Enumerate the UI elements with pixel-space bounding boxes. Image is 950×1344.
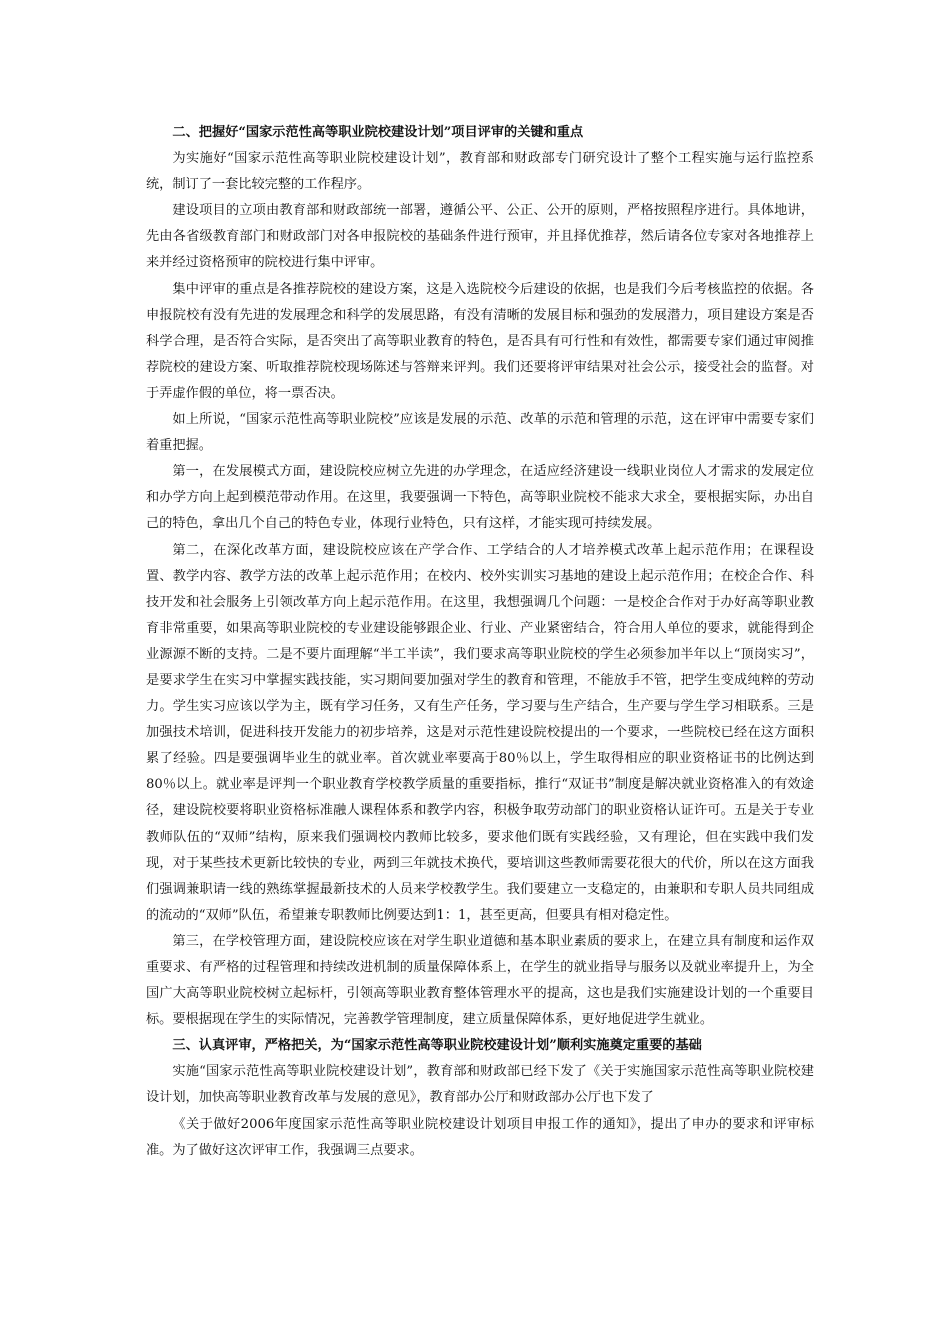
paragraph-third-management: 第三，在学校管理方面，建设院校应该在对学生职业道德和基本职业素质的要求上，在建立具有制度和运作双重要求、有严格的过程管理和持续改进机制的质量保障体系上，在学生的就业指导与服务以及就业率提升上，为全国广大高等职业院校树立起标杆，引领高等职业教育整体管理水平的提高，这也是我们实施建设计划的一个重要目标。要根据现在学生的实际情况，完善教学管理制度，建立质量保障体系，更好地促进学生就业。 (146, 933, 814, 1028)
section-3-heading: 三、认真评审，严格把关，为“国家示范性高等职业院校建设计划”顺利实施奠定重要的基础 (172, 1038, 702, 1054)
section-2-heading: 二、把握好“国家示范性高等职业院校建设计划”项目评审的关键和重点 (172, 125, 584, 140)
paragraph-project-approval: 建设项目的立项由教育部和财政部统一部署，遵循公平、公正、公开的原则，严格按照程序进行。具体地讲，先由各省级教育部门和财政部门对各申报院校的基础条件进行预审，并且择优推荐，然后请各位专家对各地推荐上来并经过资格预审的院校进行集中评审。 (146, 203, 814, 271)
paragraph-notice: 《关于做好2006年度国家示范性高等职业院校建设计划项目申报工作的通知》，提出了申办的要求和评审标准。为了做好这次评审工作，我强调三点要求。 (146, 1116, 814, 1158)
paragraph-second-reform: 第二，在深化改革方面，建设院校应该在产学合作、工学结合的人才培养模式改革上起示范作用；在课程设置、教学内容、教学方法的改革上起示范作用；在校内、校外实训实习基地的建设上起示范作用；在校企合作、科技开发和社会服务上引领改革方向上起示范作用。在这里，我想强调几个问题：一是校企合作对于办好高等职业教育非常重要，如果高等职业院校的专业建设能够跟企业、行业、产业紧密结合，符合用人单位的要求，就能得到企业源源不断的支持。二是不要片面理解“半工半读”，我们要求高等职业院校的学生必须参加半年以上“顶岗实习”，是要求学生在实习中掌握实践技能，实习期间要加强对学生的教育和管理，不能放手不管，把学生变成纯粹的劳动力。学生实习应该以学为主，既有学习任务，又有生产任务，学习要与生产结合，生产要与学生学习相联系。三是加强技术培训，促进科技开发能力的初步培养，这是对示范性建设院校提出的一个要求，一些院校已经在这方面积累了经验。四是要强调毕业生的就业率。首次就业率要高于80％以上，学生取得相应的职业资格证书的比例达到80％以上。就业率是评判一个职业教育学校教学质量的重要指标，推行“双证书”制度是解决就业资格准入的有效途径，建设院校要将职业资格标准融人课程体系和教学内容，积极争取劳动部门的职业资格认证许可。五是关于专业教师队伍的“双师”结构，原来我们强调校内教师比较多，要求他们既有实践经验，又有理论，但在实践中我们发现，对于某些技术更新比较快的专业，两到三年就技术换代，要培训这些教师需要花很大的代价，所以在这方面我们强调兼职请一线的熟练掌握最新技术的人员来学校教学生。我们要建立一支稳定的，由兼职和专职人员共同组成的流动的“双师”队伍，希望兼专职教师比例要达到1：1，甚至更高，但要具有相对稳定性。 (146, 542, 814, 923)
paragraph-review-focus: 集中评审的重点是各推荐院校的建设方案，这是入选院校今后建设的依据，也是我们今后考核监控的依据。各申报院校有没有先进的发展理念和科学的发展思路，有没有清晰的发展目标和强劲的发展潜力，项目建设方案是否科学合理，是否符合实际，是否突出了高等职业教育的特色，是否具有可行性和有效性，都需要专家们通过审阅推荐院校的建设方案、听取推荐院校现场陈述与答辩来评判。我们还要将评审结果对社会公示，接受社会的监督。对于弄虚作假的单位，将一票否决。 (146, 281, 814, 401)
paragraph-first-development: 第一，在发展模式方面，建设院校应树立先进的办学理念，在适应经济建设一线职业岗位人才需求的发展定位和办学方向上起到模范带动作用。在这里，我要强调一下特色，高等职业院校不能求大求全，要根据实际，办出自己的特色，拿出几个自己的特色专业，体现行业特色，只有这样，才能实现可持续发展。 (146, 464, 814, 532)
document-body (146, 120, 814, 1164)
paragraph-demonstration: 如上所说，“国家示范性高等职业院校”应该是发展的示范、改革的示范和管理的示范，这在评审中需要专家们着重把握。 (146, 412, 814, 454)
paragraph-intro: 为实施好“国家示范性高等职业院校建设计划”，教育部和财政部专门研究设计了整个工程实施与运行监控系统，制订了一套比较完整的工作程序。 (146, 151, 814, 193)
paragraph-implementation: 实施“国家示范性高等职业院校建设计划”，教育部和财政部已经下发了《关于实施国家示范性高等职业院校建设计划，加快高等职业教育改革与发展的意见》，教育部办公厅和财政部办公厅也下发了 (146, 1064, 814, 1106)
